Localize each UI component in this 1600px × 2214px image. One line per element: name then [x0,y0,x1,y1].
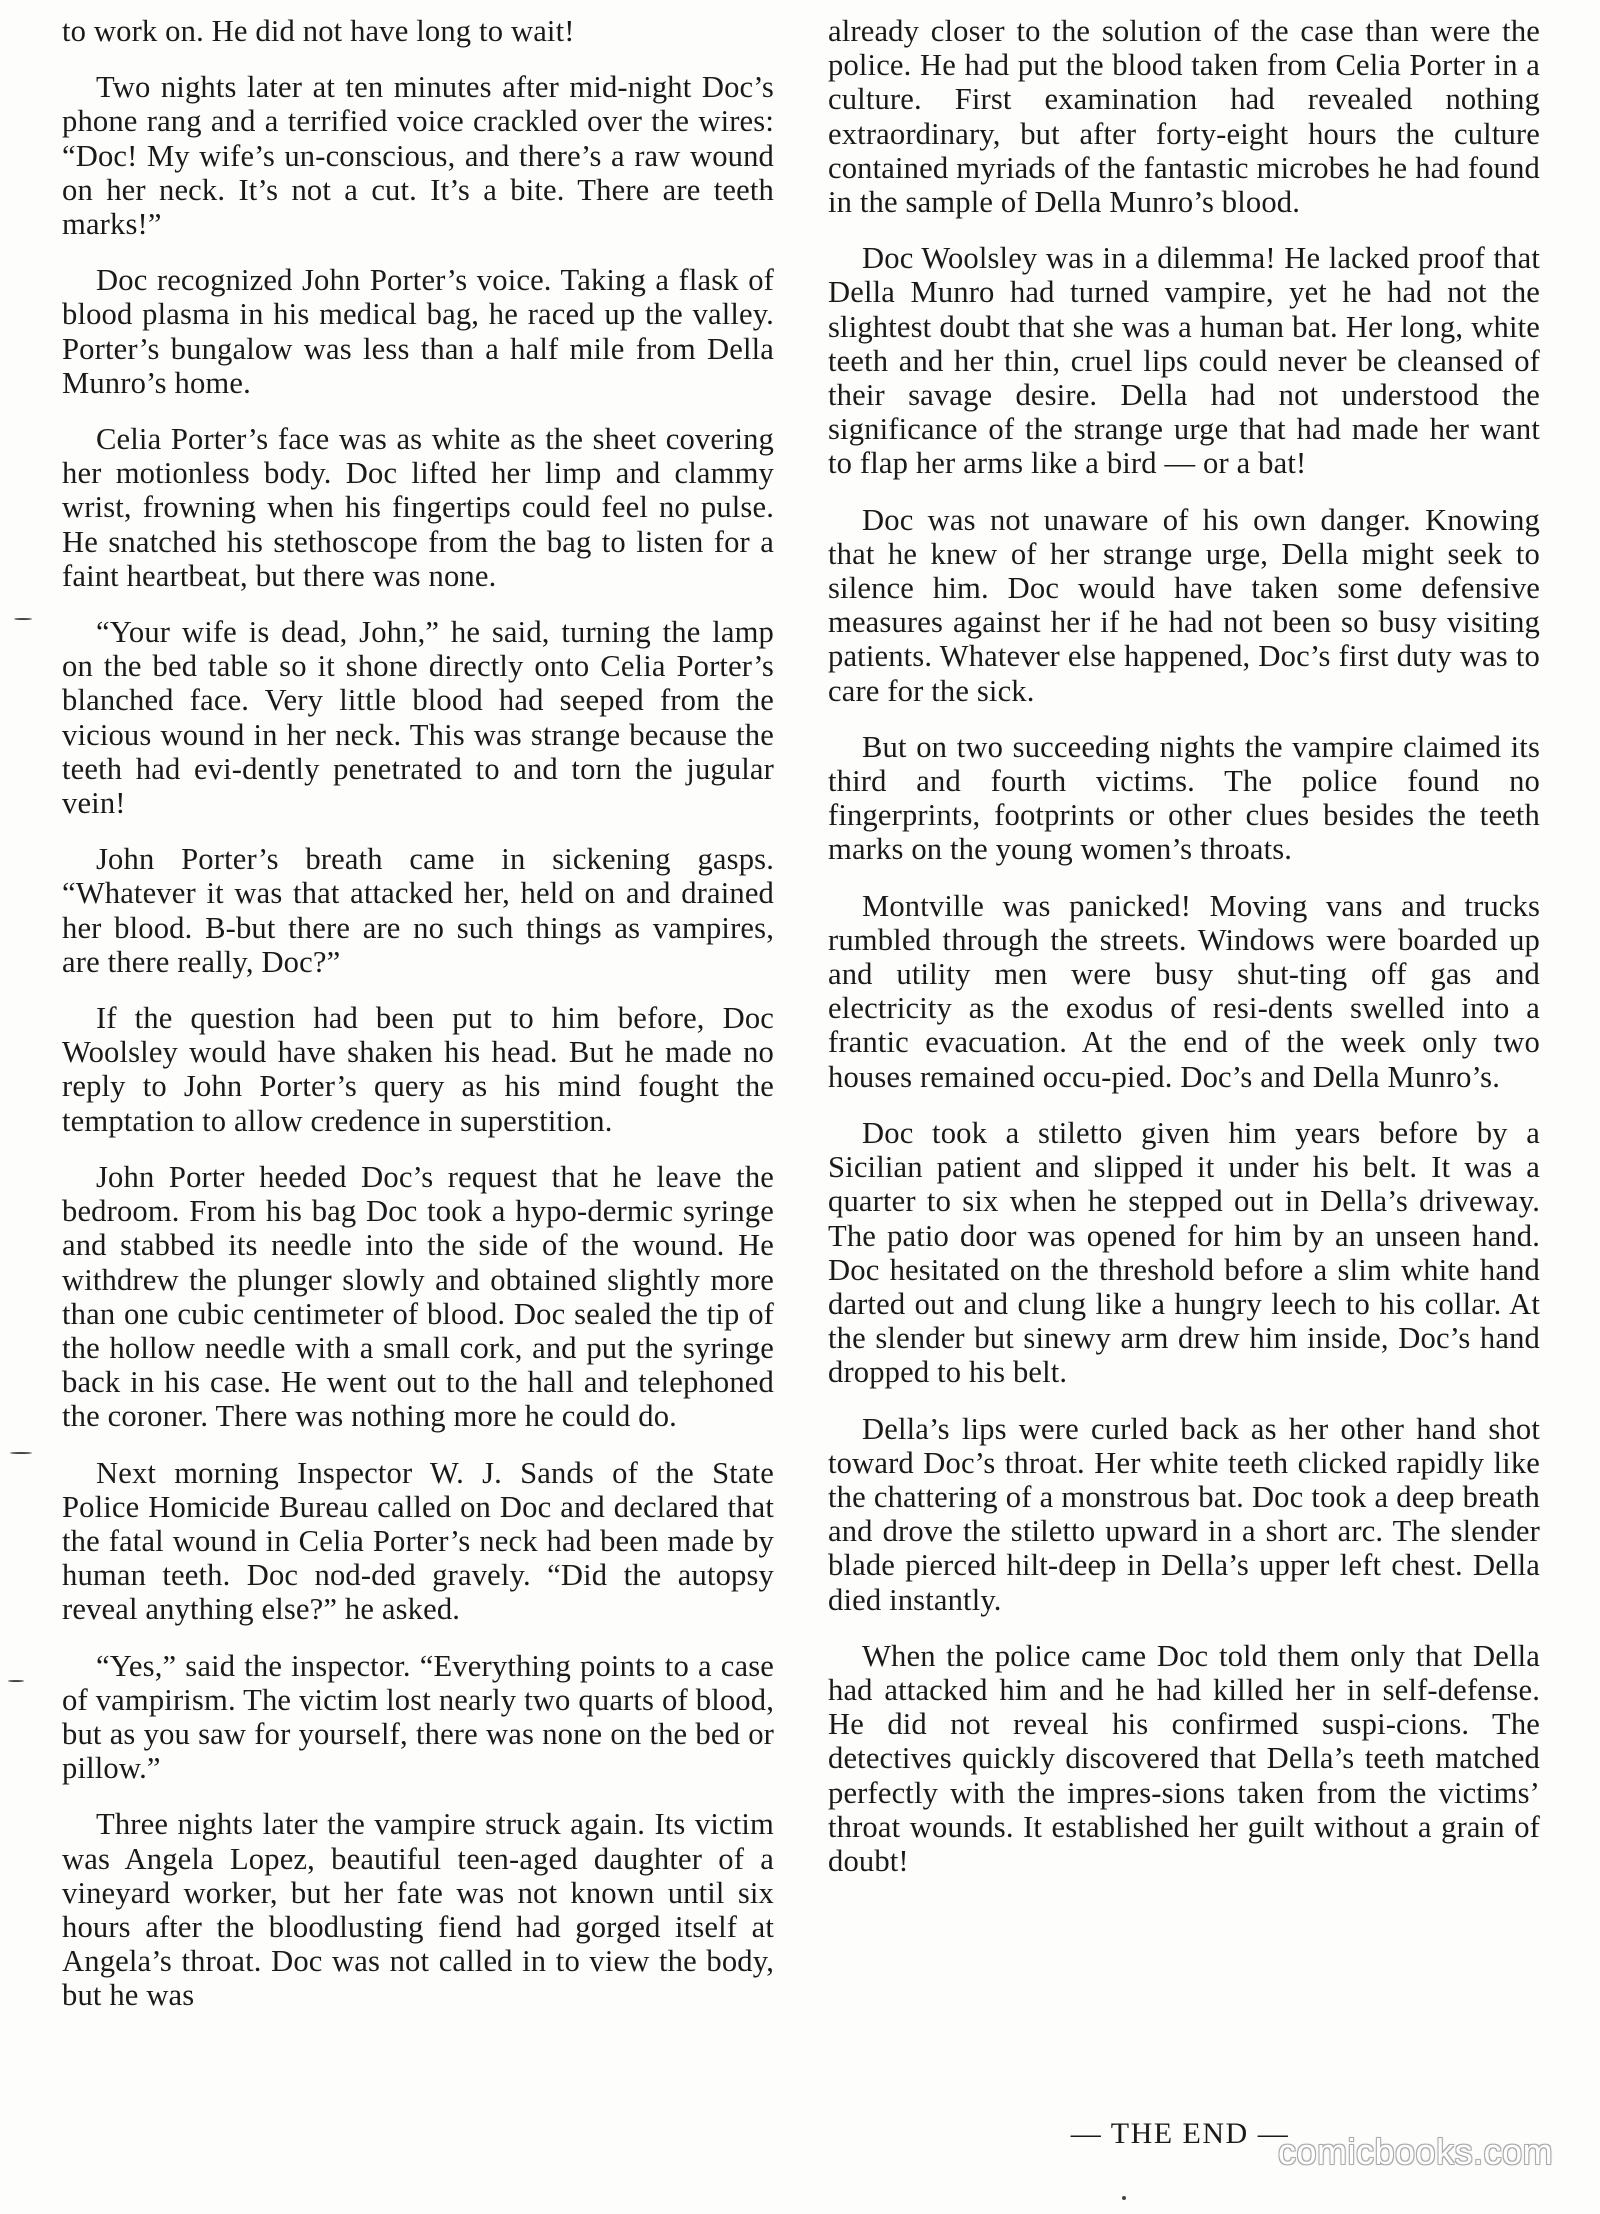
paragraph: already closer to the solution of the case than were the police. He had put the blood taken from Celia Porter in a culture. First examination had revealed nothing extraordinary, but after forty-eight hours the culture contained myriads of the fantastic microbes he had found in the sample of Della Munro’s blood. [828,14,1540,220]
paragraph: “Your wife is dead, John,” he said, turning the lamp on the bed table so it shone directly onto Celia Porter’s blanched face. Very little blood had seeped from the vicious wound in her neck. This was strange because the teeth had evi-dently penetrated to and torn the jugular vein! [62,615,774,821]
left-text-column [62,14,774,2035]
scan-speck [1122,2196,1126,2200]
paragraph: to work on. He did not have long to wait! [62,14,575,48]
paragraph: “Yes,” said the inspector. “Everything points to a case of vampirism. The victim lost nearly two quarts of blood, but as you saw for yourself, there was none on the bed or pillow.” [62,1648,774,1786]
scan-speck [10,1452,32,1454]
right-text-column [828,14,1540,1900]
paragraph: Della’s lips were curled back as her other hand shot toward Doc’s throat. Her white teeth clicked rapidly like the chattering of a monstrous bat. Doc took a deep breath and drove the stiletto upward in a short arc. The slender blade pierced hilt-deep in Della’s upper left chest. Della died instantly. [828,1411,1540,1617]
paragraph: Montville was panicked! Moving vans and trucks rumbled through the streets. Windows were boarded up and utility men were busy shut-ting off gas and electricity as the exodus of resi-dents swelled into a frantic evacuation. At the end of the week only two houses remained occu-pied. Doc’s and Della Munro’s. [828,888,1540,1094]
paragraph: Doc recognized John Porter’s voice. Taking a flask of blood plasma in his medical bag, he raced up the valley. Porter’s bungalow was less than a half mile from Della Munro’s home. [62,263,774,400]
paragraph: John Porter heeded Doc’s request that he leave the bedroom. From his bag Doc took a hypo-dermic syringe and stabbed its needle into the side of the wound. He withdrew the plunger slowly and obtained slightly more than one cubic centimeter of blood. Doc sealed the tip of the hollow needle with a small cork, and put the syringe back in his case. He went out to the hall and telephoned the coroner. There was nothing more he could do. [62,1159,774,1434]
paragraph: Doc took a stiletto given him years before by a Sicilian patient and slipped it under his belt. It was a quarter to six when he stepped out in Della’s driveway. The patio door was opened for him by an unseen hand. Doc hesitated on the threshold before a slim white hand darted out and clung like a hungry leech to his collar. At the slender but sinewy arm drew him inside, Doc’s hand dropped to his belt. [828,1115,1540,1390]
paragraph: Next morning Inspector W. J. Sands of the State Police Homicide Bureau called on Doc and declared that the fatal wound in Celia Porter’s neck had been made by human teeth. Doc nod-ded gravely. “Did the autopsy reveal anything else?” he asked. [62,1455,774,1627]
paragraph: When the police came Doc told them only that Della had attacked him and he had killed her in self-defense. He did not reveal his confirmed suspi-cions. The detectives quickly discovered that Della’s teeth matched perfectly with the impres-sions taken from the victims’ throat wounds. It established her guilt without a grain of doubt! [828,1638,1540,1878]
paragraph: If the question had been put to him before, Doc Woolsley would have shaken his head. But he made no reply to John Porter’s query as his mind fought the temptation to allow credence in superstition. [62,1001,774,1138]
scan-speck [8,1680,24,1682]
scan-speck [14,618,32,620]
the-end-mark: — THE END — [1070,2117,1290,2150]
paragraph: Celia Porter’s face was as white as the sheet covering her motionless body. Doc lifted her limp and clammy wrist, frowning when his fingertips could feel no pulse. He snatched his stethoscope from the bag to listen for a faint heartbeat, but there was none. [62,422,774,593]
site-watermark: comicbooks.com [1278,2131,1554,2172]
paragraph: Two nights later at ten minutes after mid-night Doc’s phone rang and a terrified voice crackled over the wires: “Doc! My wife’s un-conscious, and there’s a raw wound on her neck. It’s not a cut. It’s a bite. There are teeth marks!” [62,70,774,242]
paragraph: Three nights later the vampire struck again. Its victim was Angela Lopez, beautiful teen-aged daughter of a vineyard worker, but her fate was not known until six hours after the bloodlusting fiend had gorged itself at Angela’s throat. Doc was not called in to view the body, but he was [62,1807,774,2013]
paragraph: But on two succeeding nights the vampire claimed its third and fourth victims. The police found no fingerprints, footprints or other clues besides the teeth marks on the young women’s throats. [828,729,1540,867]
paragraph: Doc was not unaware of his own danger. Knowing that he knew of her strange urge, Della might seek to silence him. Doc would have taken some defensive measures against her if he had not been so busy visiting patients. Whatever else happened, Doc’s first duty was to care for the sick. [828,502,1540,708]
paragraph: John Porter’s breath came in sickening gasps. “Whatever it was that attacked her, held on and drained her blood. B-but there are no such things as vampires, are there really, Doc?” [62,842,774,979]
paragraph: Doc Woolsley was in a dilemma! He lacked proof that Della Munro had turned vampire, yet he had not the slightest doubt that she was a human bat. Her long, white teeth and her thin, cruel lips could never be cleansed of their savage desire. Della had not understood the significance of the strange urge that had made her want to flap her arms like a bird — or a bat! [828,241,1540,481]
